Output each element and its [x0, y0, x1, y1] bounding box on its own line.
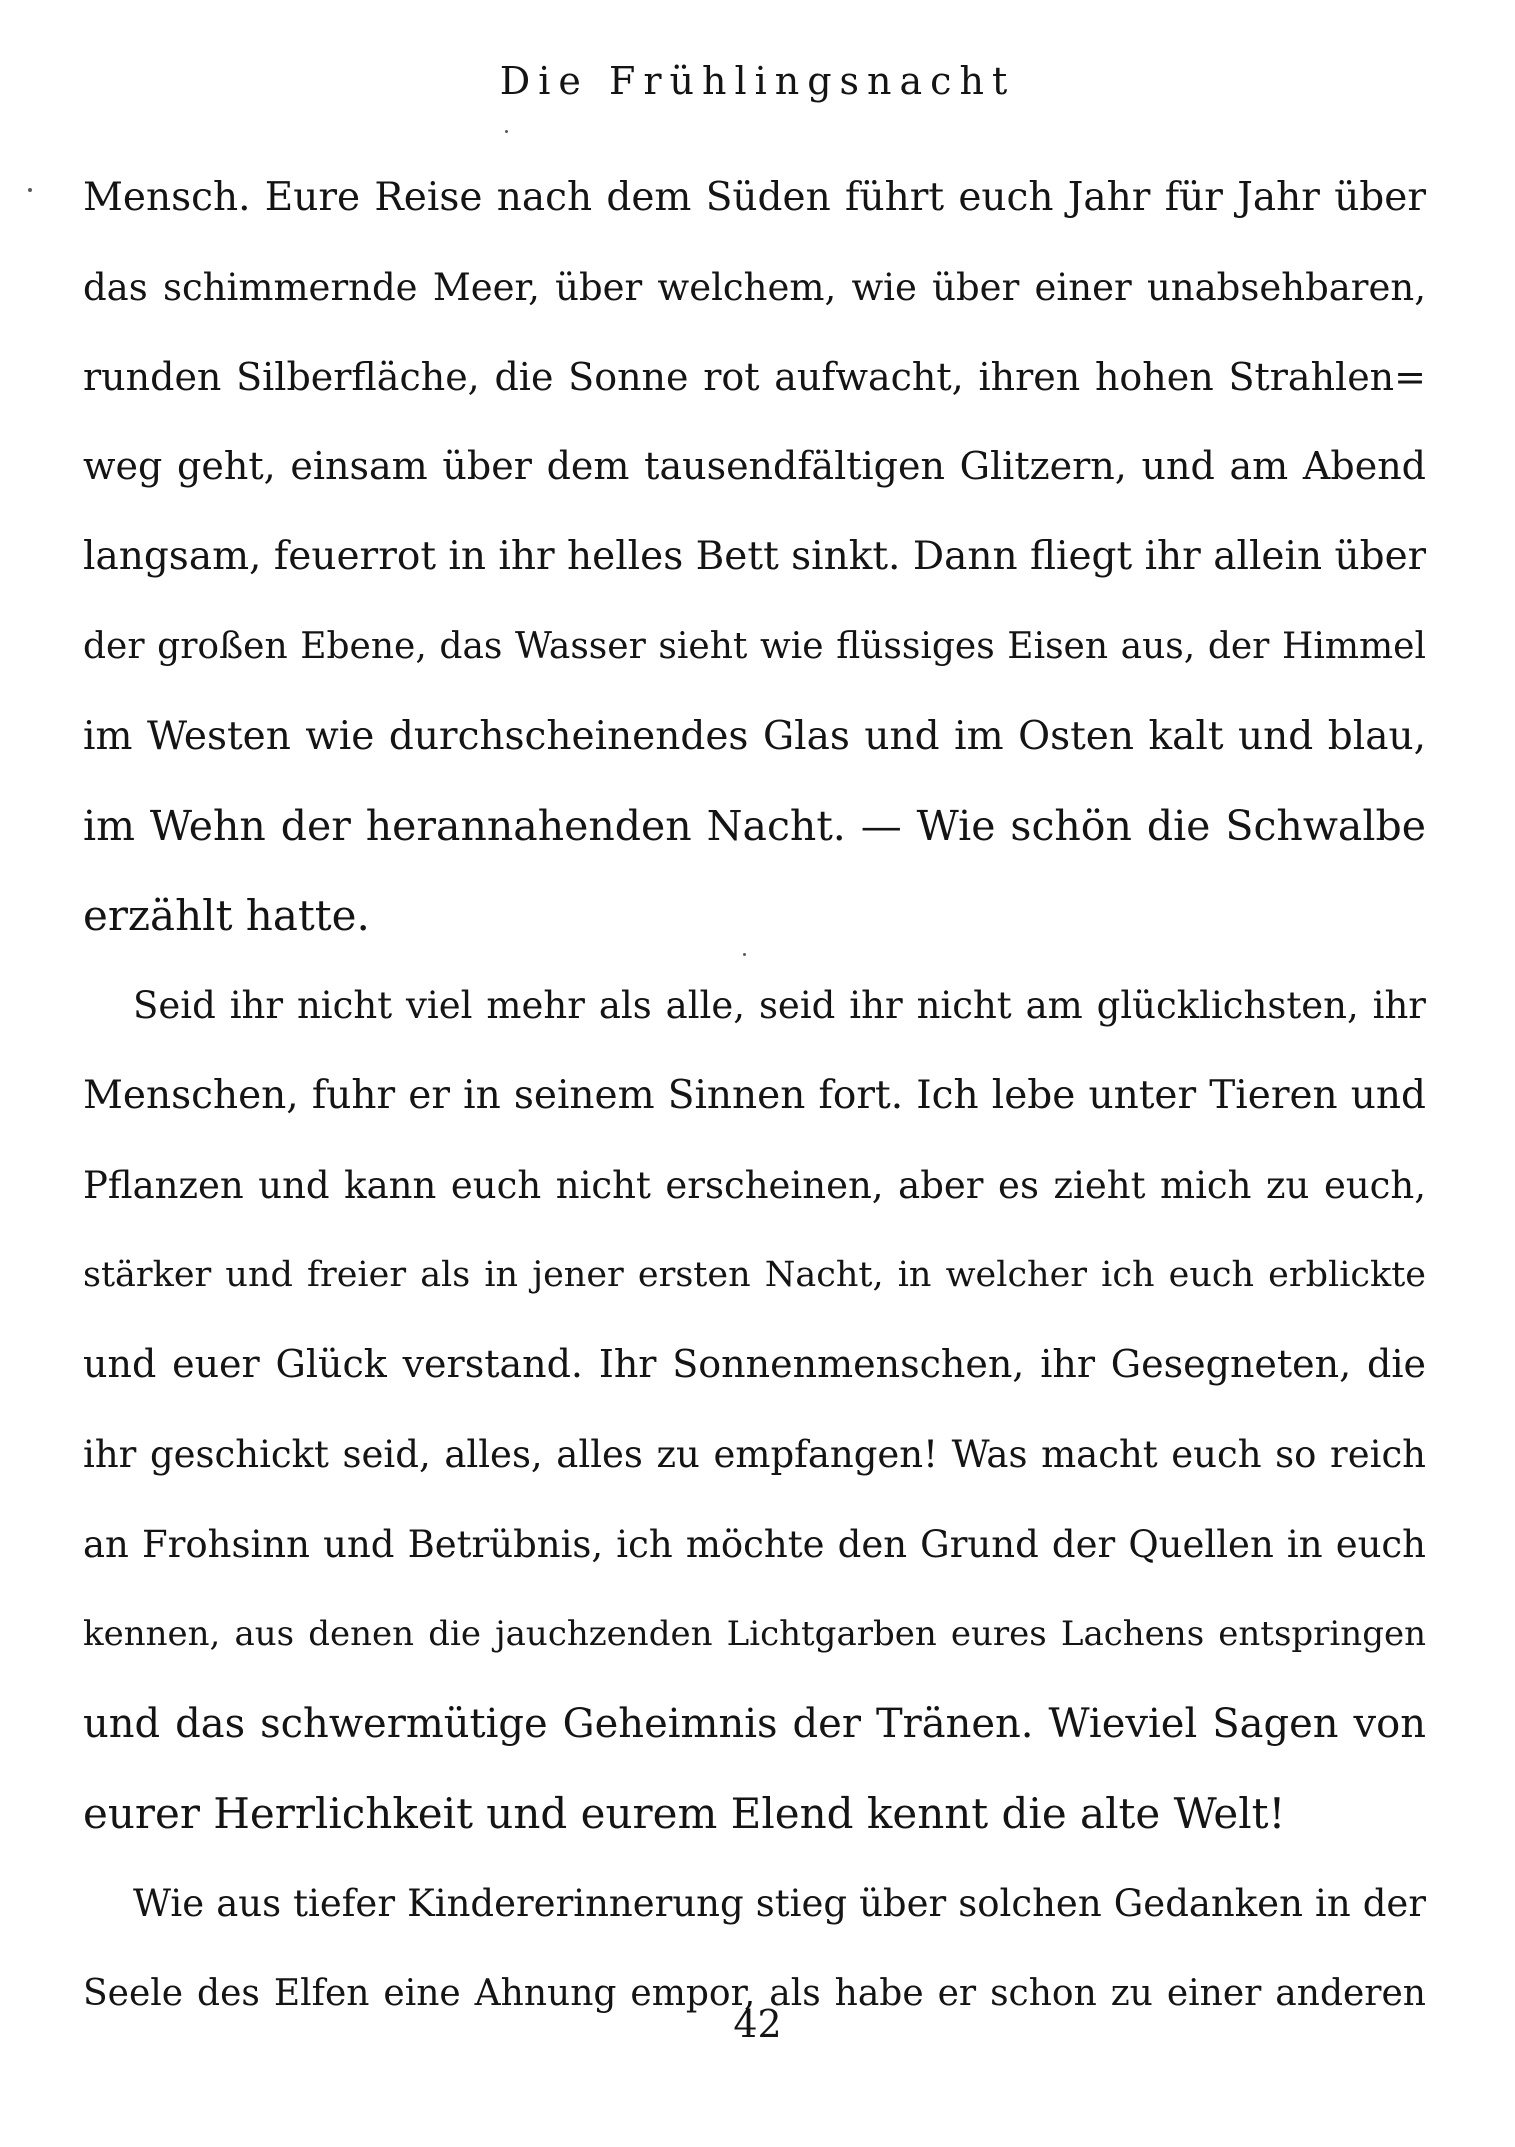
text-line: Mensch. Eure Reise nach dem Süden führt euch Jahr für Jahr über	[83, 175, 1426, 220]
body-text	[83, 153, 1426, 2039]
text-line: langsam, feuerrot in ihr helles Bett sinkt. Dann fliegt ihr allein über	[83, 534, 1426, 580]
text-line: im Wehn der herannahenden Nacht. — Wie schön die Schwalbe	[83, 801, 1426, 850]
text-line: eurer Herrlichkeit und eurem Elend kennt die alte Welt!	[83, 1789, 1286, 1839]
paragraph	[83, 153, 1426, 961]
text-line: und das schwermütige Geheimnis der Tränen. Wieviel Sagen von	[83, 1700, 1426, 1747]
paragraph	[83, 961, 1426, 1859]
text-line: Pflanzen und kann euch nicht erscheinen, aber es zieht mich zu euch,	[83, 1163, 1426, 1207]
text-line: und euer Glück verstand. Ihr Sonnenmenschen, ihr Gesegneten, die	[83, 1342, 1426, 1387]
text-line: das schimmernde Meer, über welchem, wie über einer unabsehbaren,	[83, 265, 1426, 309]
text-line: ihr geschickt seid, alles, alles zu empfangen! Was macht euch so reich	[83, 1433, 1426, 1477]
text-line: kennen, aus denen die jauchzenden Lichtgarben eures Lachens entspringen	[83, 1613, 1426, 1654]
scan-speck	[743, 953, 746, 956]
text-line: Seele des Elfen eine Ahnung empor, als habe er schon zu einer anderen	[83, 1972, 1426, 2014]
text-line: Menschen, fuhr er in seinem Sinnen fort. Ich lebe unter Tieren und	[83, 1072, 1426, 1118]
running-head: Die Frühlingsnacht	[499, 59, 1016, 103]
scan-speck	[28, 188, 32, 192]
text-line: runden Silberfläche, die Sonne rot aufwacht, ihren hohen Strahlen=	[83, 354, 1426, 399]
text-line: Seid ihr nicht viel mehr als alle, seid ihr nicht am glücklichsten, ihr	[133, 984, 1426, 1028]
text-line: Wie aus tiefer Kindererinnerung stieg über solchen Gedanken in der	[133, 1882, 1426, 1926]
text-line: weg geht, einsam über dem tausendfältigen Glitzern, und am Abend	[83, 444, 1426, 489]
page-number: 42	[733, 2002, 782, 2046]
text-line: im Westen wie durchscheinendes Glas und im Osten kalt und blau,	[83, 713, 1426, 759]
text-line: erzählt hatte.	[83, 891, 370, 941]
scan-speck	[505, 130, 508, 133]
text-line: stärker und freier als in jener ersten Nacht, in welcher ich euch erblickte	[83, 1254, 1426, 1295]
text-line: an Frohsinn und Betrübnis, ich möchte den Grund der Quellen in euch	[83, 1522, 1426, 1566]
text-line: der großen Ebene, das Wasser sieht wie flüssiges Eisen aus, der Himmel	[83, 625, 1426, 667]
